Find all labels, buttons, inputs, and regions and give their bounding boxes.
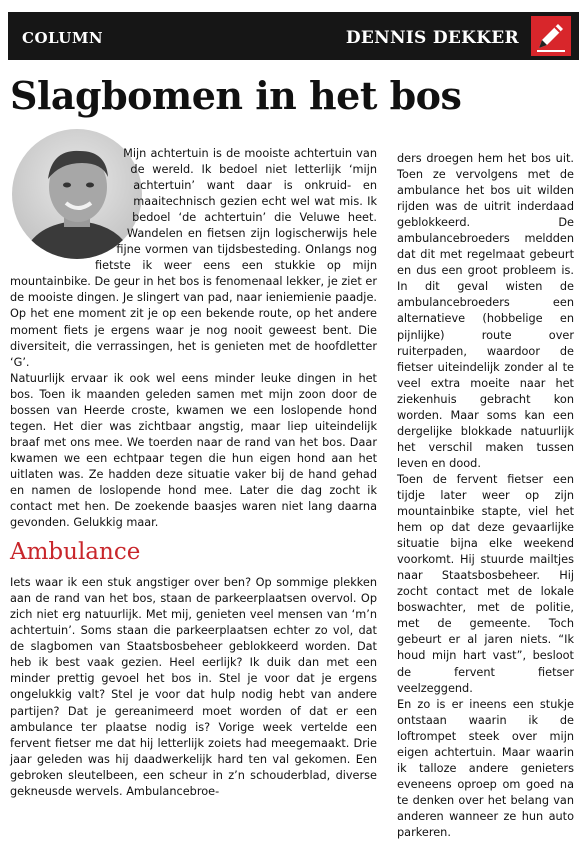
paragraph: Iets waar ik een stuk angstiger over ben? Op sommige plekken aan de rand van het bos, staan de parkeerplaatsen overvol. Op zich niet erg natuurlijk. Met mij, genieten veel mensen van ‘m’n achtertuin’. Soms staan die parkeerplaatsen echter zo vol, dat de slagbomen van Staatsbosbeheer geblokkeerd worden. Dat heb ik best vaak gezien. Heel eerlijk? Ik duik dan met een minder prettig gevoel het bos in. Stel je voor dat je ergens ongelukkig valt? Stel je voor dat hulp nodig hebt van andere partijen? Dat je gereanimeerd moet worden of dat er een ambulance ter plaatse nodig is? Vorige week vertelde een fervent fietser me dat hij letterlijk zoiets had meegemaakt. Drie jaar geleden was hij daadwerkelijk hard ten val gekomen. Een gebroken sleutelbeen, een scheur in z’n schouderblad, diverse gekneusde wervels. Ambulancebroe-: [10, 576, 377, 798]
author-name: DENNIS DEKKER: [345, 28, 519, 48]
paragraph: ders droegen hem het bos uit. Toen ze vervolgens met de ambulance het bos uit wilden rijden was de uitrit inderdaad geblokkeerd. De ambulancebroeders meldden dat dit met regelmaat gebeurt en dus een groot probleem is. In dit geval wisten de ambulancebroeders een alternatieve (hobbelige en pijnlijke) route over ruiterpaden, waardoor de fietser uiteindelijk zonder al te veel extra moeite naar het ziekenhuis gebracht kon worden. Maar soms kan een dergelijke blokkade natuurlijk het verschil maken tussen leven en dood.: [397, 152, 574, 470]
pen-icon: [531, 16, 571, 56]
paragraph: Mijn achtertuin is de mooiste achtertuin van de wereld. Ik bedoel niet letterlijk ‘mijn achtertuin’ want daar is onkruid- en maaitechnisch gezien echt wel wat mis. Ik bedoel ‘de achtertuin’ die Veluwe heet. Wandelen en fietsen zijn logischerwijs hele fijne vormen van tijdsbesteding. Onlangs nog fietste ik weer eens een stukkie op mijn mountainbike. De geur in het bos is fenomenaal lekker, je ziet er de mooiste dingen. Je slingert van pad, naar ieniemienie paadje. Op het ene moment zit je op een bekende route, op het andere moment fiets je ergens waar je nog nooit geweest bent. Die diversiteit, die verrassingen, het is genieten met de hoofdletter ‘G’.: [10, 147, 377, 369]
article-left-column: [10, 146, 377, 800]
article-right-column: [397, 151, 574, 841]
subheading: Ambulance: [10, 539, 141, 566]
section-label: COLUMN: [22, 29, 104, 47]
paragraph: Toen de fervent fietser een tijdje later weer op zijn mountainbike stapte, viel het hem op dat deze gevaarlijke situatie bijna elke weekend voorkomt. Hij stuurde mailtjes naar Staatsbosbeheer. Hij zocht contact met de lokale boswachter, met de politie, met de gemeente. Toch gebeurt er al jaren niets. “Ik houd mijn hart vast”, besloot de fervent fietser veelzeggend.: [397, 472, 574, 695]
paragraph: En zo is er ineens een stukje ontstaan waarin ik de loftrompet steek over mijn eigen achtertuin. Maar waarin ik talloze andere genieters eveneens oproep om goed na te denken over het belang van anderen wanneer ze hun auto parkeren.: [397, 697, 574, 839]
article-title: Slagbomen in het bos: [10, 73, 462, 118]
paragraph: Natuurlijk ervaar ik ook wel eens minder leuke dingen in het bos. Toen ik maanden geleden samen met mijn zoon door de bossen van Heerde croste, kwamen we een loslopende hond tegen. Het dier was zichtbaar angstig, maar liep uiteindelijk braaf met ons mee. We toerden naar de rand van het bos. Daar kwamen we een echtpaar tegen die hun eigen hond aan het uitlaten was. Ze hadden deze situatie vaker bij de hand gehad en namen de loslopende hond mee. Later die dag zocht ik contact met hen. De zoekende baasjes waren niet lang daarna gevonden. Gelukkig maar.: [10, 371, 377, 530]
column-banner: [8, 12, 579, 60]
